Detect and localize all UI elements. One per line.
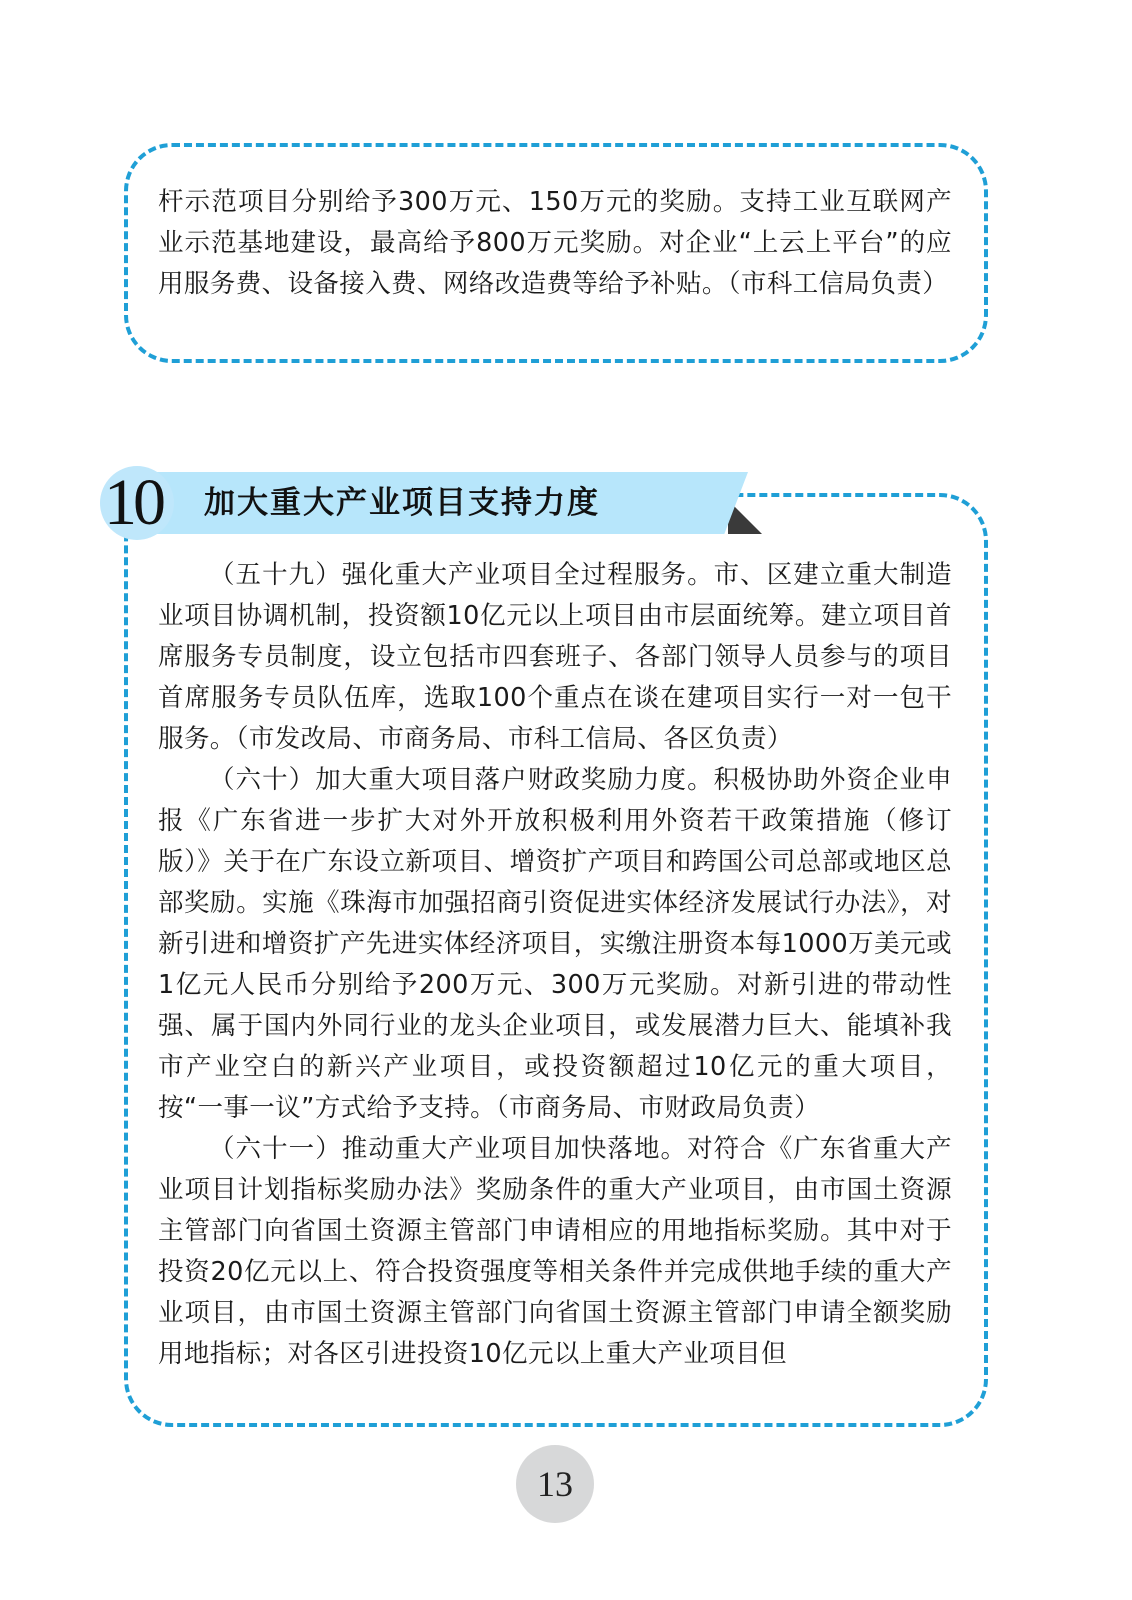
paragraph-60: （六十）加大重大项目落户财政奖励力度。积极协助外资企业申报《广东省进一步扩大对外开放积极利用外资若干政策措施（修订版）》关于在广东设立新项目、增资扩产项目和跨国公司总部或地区总部奖励。实施《珠海市加强招商引资促进实体经济发展试行办法》，对新引进和增资扩产先进实体经济项目，实缴注册资本每1000万美元或1亿元人民币分别给予200万元、300万元奖励。对新引进的带动性强、属于国内外同行业的龙头企业项目，或发展潜力巨大、能填补我市产业空白的新兴产业项目，或投资额超过10亿元的重大项目，按“一事一议”方式给予支持。（市商务局、市财政局负责） (158, 765, 952, 1123)
paragraph-61: （六十一）推动重大产业项目加快落地。对符合《广东省重大产业项目计划指标奖励办法》奖励条件的重大产业项目，由市国土资源主管部门向省国土资源主管部门申请相应的用地指标奖励。其中对于投资20亿元以上、符合投资强度等相关条件并完成供地手续的重大产业项目，由市国土资源主管部门向省国土资源主管部门申请全额奖励用地指标；对各区引进投资10亿元以上重大产业项目但 (158, 1134, 952, 1369)
section-number: 10 (104, 466, 162, 539)
page-number: 13 (537, 1464, 573, 1504)
section-title: 加大重大产业项目支持力度 (204, 485, 600, 521)
continued-paragraph: 杆示范项目分别给予300万元、150万元的奖励。支持工业互联网产业示范基地建设，最高给予800万元奖励。对企业“上云上平台”的应用服务费、设备接入费、网络改造费等给予补贴。（市科工信局负责） (158, 187, 952, 299)
page-number-badge (516, 1445, 594, 1523)
section-paragraphs (158, 555, 952, 1375)
paragraph-59: （五十九）强化重大产业项目全过程服务。市、区建立重大制造业项目协调机制，投资额10亿元以上项目由市层面统筹。建立项目首席服务专员制度，设立包括市四套班子、各部门领导人员参与的项目首席服务专员队伍库，选取100个重点在谈在建项目实行一对一包干服务。（市发改局、市商务局、市科工信局、各区负责） (158, 560, 952, 754)
section-number-badge (100, 466, 174, 540)
continued-paragraph-block (158, 182, 952, 305)
section-header (100, 466, 680, 540)
